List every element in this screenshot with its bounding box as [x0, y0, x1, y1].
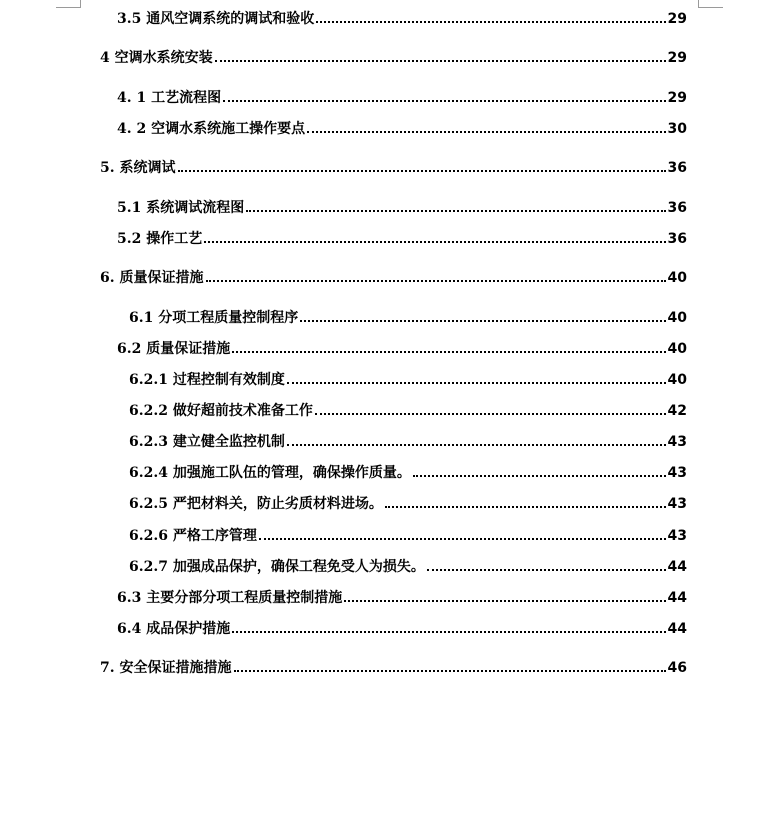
toc-entry-title: 5. 系统调试 [100, 160, 176, 176]
toc-entry-page: 46 [667, 660, 687, 676]
toc-entry-title: 6.2.7 加强成品保护，确保工程免受人为损失。 [129, 559, 425, 575]
toc-dot-leader [234, 670, 666, 672]
toc-entry-page: 29 [667, 50, 687, 66]
toc-entry[interactable] [129, 527, 687, 545]
toc-entry-title: 6.2.1 过程控制有效制度 [129, 372, 285, 388]
toc-entry[interactable] [100, 159, 687, 177]
toc-entry-page: 29 [667, 11, 687, 27]
toc-entry-title: 6.1 分项工程质量控制程序 [129, 310, 299, 326]
toc-dot-leader [246, 210, 665, 212]
toc-entry[interactable] [117, 589, 687, 607]
toc-entry[interactable] [117, 10, 687, 28]
toc-entry[interactable] [100, 659, 687, 677]
toc-dot-leader [223, 100, 665, 102]
toc-entry[interactable] [129, 371, 687, 389]
toc-dot-leader [178, 170, 666, 172]
toc-entry-page: 40 [667, 372, 687, 388]
toc-entry-page: 43 [667, 465, 687, 481]
toc-entry-title: 6.2 质量保证措施 [117, 341, 231, 357]
toc-entry-page: 40 [667, 270, 687, 286]
toc-dot-leader [344, 600, 665, 602]
toc-dot-leader [413, 475, 666, 477]
toc-entry[interactable] [129, 495, 687, 513]
toc-entry-title: 4 空调水系统安装 [100, 50, 213, 66]
toc-entry-page: 29 [667, 90, 687, 106]
toc-dot-leader [232, 631, 665, 633]
toc-entry[interactable] [117, 230, 687, 248]
toc-entry[interactable] [129, 433, 687, 451]
toc-entry-page: 42 [667, 403, 687, 419]
toc-entry-title: 6.3 主要分部分项工程质量控制措施 [117, 590, 343, 606]
toc-dot-leader [259, 538, 666, 540]
toc-entry-title: 6. 质量保证措施 [100, 270, 204, 286]
toc-entry-title: 6.2.6 严格工序管理 [129, 528, 257, 544]
toc-entry-title: 6.2.5 严把材料关，防止劣质材料进场。 [129, 496, 383, 512]
toc-entry[interactable] [129, 402, 687, 420]
toc-entry-title: 6.2.3 建立健全监控机制 [129, 434, 285, 450]
toc-entry-page: 30 [667, 121, 687, 137]
toc-entry-page: 43 [667, 434, 687, 450]
toc-entry[interactable] [129, 309, 687, 327]
toc-dot-leader [427, 569, 666, 571]
toc-entry[interactable] [100, 49, 687, 67]
toc-entry[interactable] [117, 620, 687, 638]
toc-dot-leader [300, 320, 665, 322]
toc-dot-leader [204, 241, 665, 243]
toc-entry-page: 40 [667, 310, 687, 326]
toc-entry[interactable] [117, 120, 687, 138]
toc-dot-leader [287, 382, 666, 384]
toc-dot-leader [307, 131, 665, 133]
toc-entry-page: 40 [667, 341, 687, 357]
toc-dot-leader [215, 60, 666, 62]
toc-entry[interactable] [117, 340, 687, 358]
toc-entry-page: 44 [667, 621, 687, 637]
toc-dot-leader [315, 413, 666, 415]
toc-entry-page: 36 [667, 200, 687, 216]
toc-entry-title: 5.2 操作工艺 [117, 231, 203, 247]
toc-entry[interactable] [117, 199, 687, 217]
toc-entry[interactable] [117, 89, 687, 107]
toc-dot-leader [206, 280, 666, 282]
toc-entry-title: 5.1 系统调试流程图 [117, 200, 245, 216]
toc-entry[interactable] [129, 558, 687, 576]
toc-entry-title: 6.4 成品保护措施 [117, 621, 231, 637]
toc-entry[interactable] [129, 464, 687, 482]
toc-entry-title: 4. 1 工艺流程图 [117, 90, 222, 106]
toc-entry-title: 3.5 通风空调系统的调试和验收 [117, 11, 315, 27]
toc-entry-title: 7. 安全保证措施措施 [100, 660, 232, 676]
toc-entry-page: 43 [667, 528, 687, 544]
toc-entry-page: 36 [667, 231, 687, 247]
toc-entry-title: 6.2.4 加强施工队伍的管理，确保操作质量。 [129, 465, 411, 481]
toc-entry-page: 36 [667, 160, 687, 176]
toc-entry-page: 44 [667, 590, 687, 606]
toc-entry-page: 44 [667, 559, 687, 575]
toc-dot-leader [316, 21, 665, 23]
toc-dot-leader [287, 444, 666, 446]
toc-entry-title: 4. 2 空调水系统施工操作要点 [117, 121, 306, 137]
toc-entry[interactable] [100, 269, 687, 287]
toc-entry-page: 43 [667, 496, 687, 512]
toc-dot-leader [232, 351, 665, 353]
toc-entry-title: 6.2.2 做好超前技术准备工作 [129, 403, 313, 419]
toc-dot-leader [385, 506, 666, 508]
